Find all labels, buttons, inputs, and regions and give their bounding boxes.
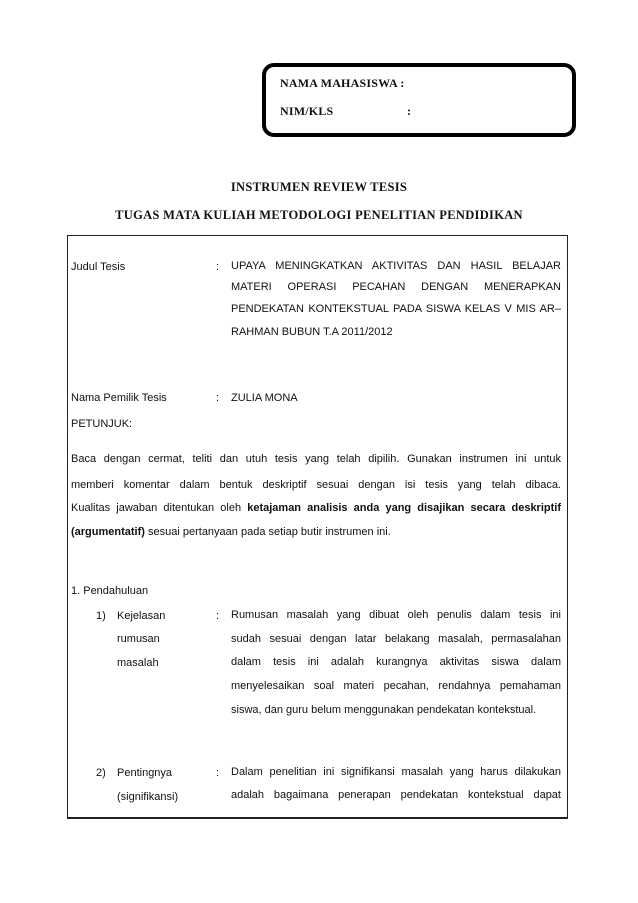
item-answer-line: menyelesaikan soal materi pecahan, rendahnya pemahaman [231,680,561,692]
item-answer-line: Rumusan masalah yang dibuat oleh penulis dalam tesis ini [231,609,561,621]
student-identity-box [262,63,576,137]
item-label-line: Pentingnya [117,767,173,779]
instructions-text: sesuai pertanyaan pada setiap butir instrumen ini. [144,526,391,538]
section-heading: 1. Pendahuluan [71,585,149,597]
item-number: 1) [96,610,106,622]
item-answer-line: sudah sesuai dengan latar belakang masalah, permasalahan [231,633,561,645]
item-colon: : [216,767,220,779]
instructions-emphasis: ketajaman analisis anda yang disajikan secara deskriptif [247,502,561,514]
student-nim-colon: : [407,104,411,118]
thesis-title-line: RAHMAN BUBUN T.A 2011/2012 [231,326,393,338]
instructions-line [71,526,391,538]
student-name-label: NAMA MAHASISWA : [280,76,405,90]
item-answer-line: adalah bagaimana penerapan pendekatan kontekstual dapat [231,789,561,801]
thesis-title-line: PENDEKATAN KONTEKSTUAL PADA SISWA KELAS V MIS AR– [231,303,561,315]
thesis-owner-colon: : [216,392,220,404]
thesis-title-line: UPAYA MENINGKATKAN AKTIVITAS DAN HASIL BELAJAR [231,260,561,272]
thesis-title-colon: : [216,261,220,273]
review-form [67,235,568,819]
thesis-owner-label: Nama Pemilik Tesis [71,392,167,404]
instructions-label: PETUNJUK: [71,418,133,430]
item-colon: : [216,610,220,622]
instructions-line: memberi komentar dalam bentuk deskriptif sesuai dengan isi tesis yang telah dibaca. [71,479,561,491]
instructions-line: Baca dengan cermat, teliti dan utuh tesis yang telah dipilih. Gunakan instrumen ini untuk [71,453,561,465]
instructions-emphasis: (argumentatif) [71,526,145,538]
document-subtitle: TUGAS MATA KULIAH METODOLOGI PENELITIAN PENDIDIKAN [115,208,523,222]
thesis-title-label: Judul Tesis [71,261,126,273]
item-answer-line: siswa, dan guru belum menggunakan pendekatan kontekstual. [231,704,537,716]
student-nim-label: NIM/KLS [280,104,334,118]
item-label-line: (signifikansi) [117,791,179,803]
item-label-line: masalah [117,657,159,669]
item-label-line: Kejelasan [117,610,166,622]
thesis-title-line: MATERI OPERASI PECAHAN DENGAN MENERAPKAN [231,281,561,293]
instructions-line [71,502,561,514]
item-answer-line: Dalam penelitian ini signifikansi masalah yang harus dilakukan [231,766,561,778]
document-title: INSTRUMEN REVIEW TESIS [230,180,408,194]
item-answer-line: dalam tesis ini adalah kurangnya aktivitas siswa dalam [231,656,561,668]
thesis-owner-value: ZULIA MONA [231,392,298,404]
instructions-text: Kualitas jawaban ditentukan oleh [71,502,248,514]
item-number: 2) [96,767,106,779]
item-label-line: rumusan [117,633,160,645]
